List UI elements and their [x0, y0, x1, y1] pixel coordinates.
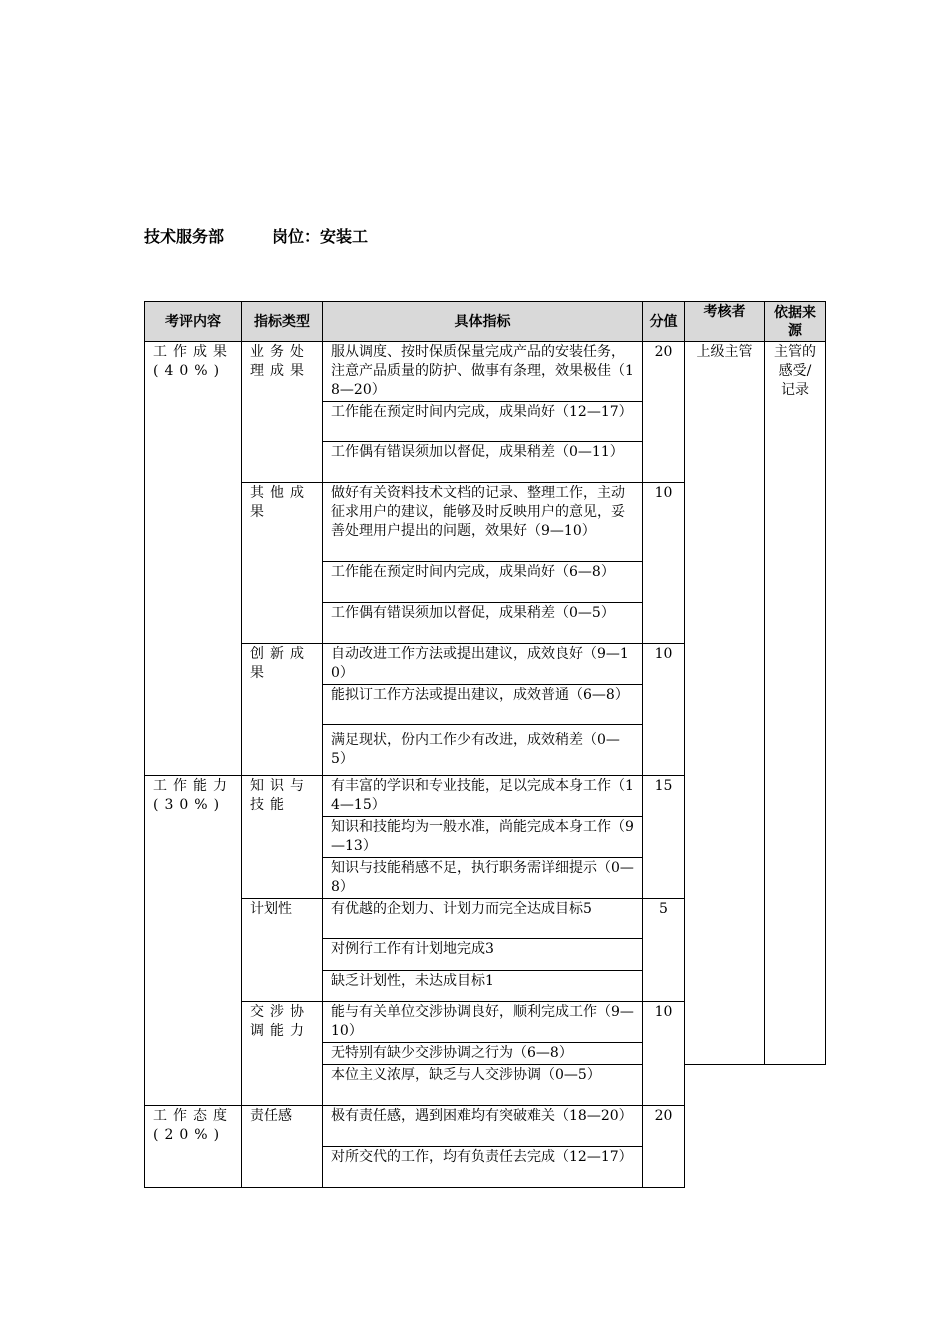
score-cell: 5: [643, 899, 685, 1002]
indicator-cell: 对所交代的工作，均有负责任去完成（12—17）: [323, 1147, 643, 1188]
indicator-cell: 工作能在预定时间内完成，成果尚好（6—8）: [323, 562, 643, 603]
type-cell: 创新成果: [242, 644, 323, 776]
type-cell: 知识与技能: [242, 776, 323, 899]
indicator-cell: 知识与技能稍感不足，执行职务需详细提示（0—8）: [323, 858, 643, 899]
table-row: [145, 342, 826, 402]
score-cell: 20: [643, 1106, 685, 1188]
score-cell: 15: [643, 776, 685, 899]
indicator-cell: 对例行工作有计划地完成3: [323, 939, 643, 971]
score-cell: 10: [643, 1002, 685, 1106]
indicator-cell: 做好有关资料技术文档的记录、整理工作，主动征求用户的建议，能够及时反映用户的意见，妥善处理用户提出的问题，效果好（9—10）: [323, 483, 643, 562]
indicator-cell: 知识和技能均为一般水准，尚能完成本身工作（9—13）: [323, 817, 643, 858]
position-label: 岗位：安装工: [272, 227, 369, 246]
column-header: 考评内容: [145, 302, 242, 342]
department-label: 技术服务部: [144, 227, 225, 246]
indicator-cell: 工作偶有错误须加以督促，成果稍差（0—11）: [323, 442, 643, 483]
score-cell: 10: [643, 644, 685, 776]
type-cell: 责任感: [242, 1106, 323, 1188]
score-cell: 10: [643, 483, 685, 644]
indicator-cell: 满足现状，份内工作少有改进，成效稍差（0—5）: [323, 725, 643, 776]
column-header: 考核者: [685, 302, 765, 342]
indicator-cell: 工作能在预定时间内完成，成果尚好（12—17）: [323, 402, 643, 442]
content-cell: 工作成果(40%): [145, 342, 242, 776]
indicator-cell: 极有责任感，遇到困难均有突破难关（18—20）: [323, 1106, 643, 1147]
indicator-cell: 有优越的企划力、计划力而完全达成目标5: [323, 899, 643, 939]
type-cell: 业务处理成果: [242, 342, 323, 483]
type-cell: 其他成果: [242, 483, 323, 644]
indicator-cell: 能与有关单位交涉协调良好，顺利完成工作（9—10）: [323, 1002, 643, 1043]
indicator-cell: 工作偶有错误须加以督促，成果稍差（0—5）: [323, 603, 643, 644]
score-cell: 20: [643, 342, 685, 483]
table-header-row: [145, 302, 826, 342]
indicator-cell: 无特别有缺少交涉协调之行为（6—8）: [323, 1043, 643, 1065]
indicator-cell: 本位主义浓厚，缺乏与人交涉协调（0—5）: [323, 1065, 643, 1106]
evaluation-table: [144, 301, 826, 1188]
source-cell: 主管的感受/记录: [765, 342, 826, 1065]
column-header: 具体指标: [323, 302, 643, 342]
content-cell: 工作能力(30%): [145, 776, 242, 1106]
indicator-cell: 有丰富的学识和专业技能，足以完成本身工作（14—15）: [323, 776, 643, 817]
indicator-cell: 自动改进工作方法或提出建议，成效良好（9—10）: [323, 644, 643, 685]
indicator-cell: 能拟订工作方法或提出建议，成效普通（6—8）: [323, 685, 643, 725]
indicator-cell: 服从调度、按时保质保量完成产品的安装任务，注意产品质量的防护、做事有条理，效果极佳（18—20）: [323, 342, 643, 402]
column-header: 指标类型: [242, 302, 323, 342]
type-cell: 计划性: [242, 899, 323, 1002]
table-row: [145, 1106, 826, 1147]
page-heading: [144, 224, 368, 247]
assessor-cell: 上级主管: [685, 342, 765, 1065]
content-cell: 工作态度(20%): [145, 1106, 242, 1188]
indicator-cell: 缺乏计划性，未达成目标1: [323, 971, 643, 1002]
column-header: 依据来源: [765, 302, 826, 342]
type-cell: 交涉协调能力: [242, 1002, 323, 1106]
column-header: 分值: [643, 302, 685, 342]
